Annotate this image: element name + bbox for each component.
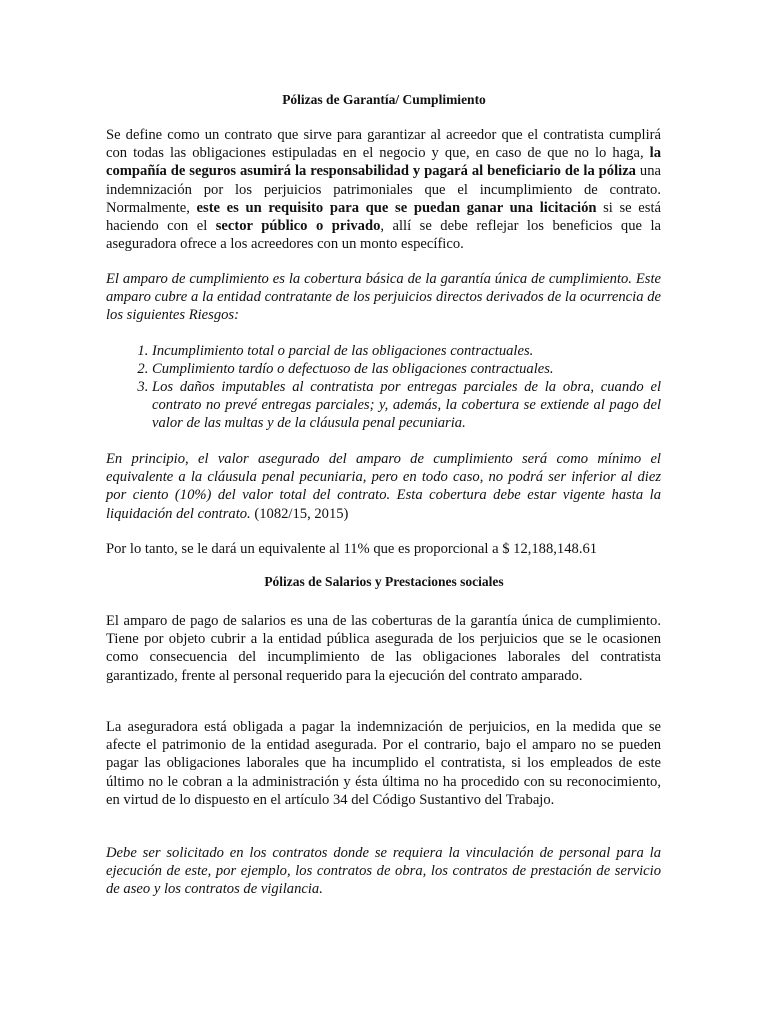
paragraph-amparo: El amparo de cumplimiento es la cobertura básica de la garantía única de cumplimiento. Este amparo cubre a la entidad contratante de los perjuicios directos derivados de la ocurrencia de los siguientes Riesgos: <box>106 271 661 324</box>
paragraph-solicitud: Debe ser solicitado en los contratos donde se requiera la vinculación de personal para la ejecución de este, por ejemplo, los contratos de obra, los contratos de prestación de servicio de aseo y los contratos de vigilancia. <box>106 845 661 898</box>
italic-run: En principio, el valor asegurado del amparo de cumplimiento será como mínimo el equivalente a la cláusula penal pecuniaria, pero en todo caso, no podrá ser inferior al diez por ciento (10%) del valor total del contrato. Esta cobertura debe estar vigente hasta la liquidación del contrato. <box>106 451 661 522</box>
paragraph-aseguradora: La aseguradora está obligada a pagar la indemnización de perjuicios, en la medida que se afecte el patrimonio de la entidad asegurada. Por el contrario, bajo el amparo no se pueden pagar las obligaciones laborales que ha incumplido el contratista, si los empleados de este último no le cobran a la administración y ésta última no ha procedido con su reconocimiento, en virtud de lo dispuesto en el artículo 34 del Código Sustantivo del Trabajo. <box>106 719 661 808</box>
section-title-salarios: Pólizas de Salarios y Prestaciones sociales <box>264 574 504 589</box>
bold-run: este es un requisito para que se puedan ganar una licitación <box>196 199 597 216</box>
text-run: , allí se debe reflejar los beneficios que la aseguradora ofrece a los acreedores con un monto específico. <box>106 218 661 253</box>
risk-list <box>106 342 661 432</box>
text-run: si se está haciendo con el <box>106 199 661 235</box>
section-title-garantia: Pólizas de Garantía/ Cumplimiento <box>282 92 486 107</box>
bold-run: la compañía de seguros asumirá la responsabilidad y pagará al beneficiario de la póliza <box>106 145 661 180</box>
paragraph-equivalente: Por lo tanto, se le dará un equivalente al 11% que es proporcional a $ 12,188,148.61 <box>106 541 598 557</box>
list-item: 1. Incumplimiento total o parcial de las obligaciones contractuales. <box>152 342 661 360</box>
paragraph-valor-asegurado <box>106 450 661 523</box>
text-run: una indemnización por los perjuicios patrimoniales que el incumplimiento de contrato. Normalmente, <box>106 163 661 216</box>
paragraph-definition <box>106 126 661 253</box>
list-item: 2. Cumplimiento tardío o defectuoso de las obligaciones contractuales. <box>152 360 661 378</box>
citation: (1082/15, 2015) <box>250 505 349 522</box>
paragraph-salarios: El amparo de pago de salarios es una de las coberturas de la garantía única de cumplimiento. Tiene por objeto cubrir a la entidad pública asegurada de los perjuicios que se le ocasionen como consecuencia del incumplimiento de las obligaciones laborales del contratista garantizado, frente al personal requerido para la ejecución del contrato amparado. <box>106 613 661 684</box>
text-run: Se define como un contrato que sirve para garantizar al acreedor que el contratista cumplirá con todas las obligaciones estipuladas en el negocio y que, en caso de que no lo haga, <box>106 127 661 162</box>
bold-run: sector público o privado <box>215 218 381 235</box>
list-item: 3. Los daños imputables al contratista por entregas parciales de la obra, cuando el contrato no prevé entregas parciales; y, además, la cobertura se extiende al pago del valor de las multas y de la cláusula penal pecuniaria. <box>152 378 661 432</box>
